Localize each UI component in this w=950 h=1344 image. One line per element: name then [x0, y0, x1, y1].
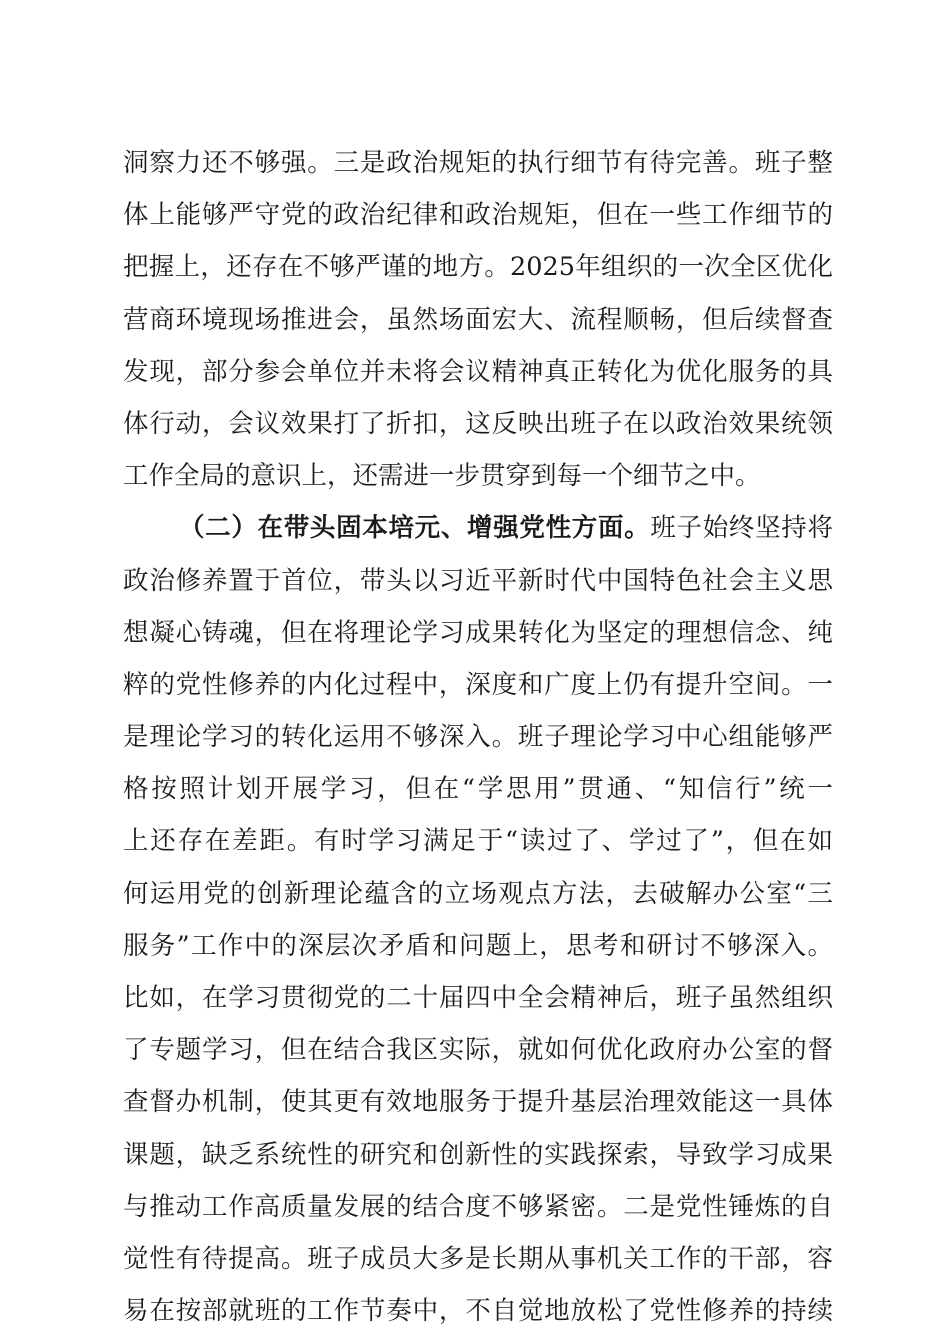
- paragraph-line: 把握上，还存在不够严谨的地方。2025年组织的一次全区优化: [123, 252, 833, 283]
- paragraph-line: 比如，在学习贯彻党的二十届四中全会精神后，班子虽然组织: [123, 983, 833, 1013]
- section-heading-rest: 班子始终坚持将: [650, 513, 833, 544]
- paragraph-line: 与推动工作高质量发展的结合度不够紧密。二是党性锤炼的自: [123, 1191, 833, 1222]
- paragraph-line: 粹的党性修养的内化过程中，深度和广度上仍有提升空间。一: [123, 669, 833, 700]
- paragraph-line: 营商环境现场推进会，虽然场面宏大、流程顺畅，但后续督查: [123, 304, 833, 335]
- paragraph-line: 课题，缺乏系统性的研究和创新性的实践探索，导致学习成果: [123, 1139, 833, 1170]
- paragraph-line: 上还存在差距。有时学习满足于“读过了、学过了”，但在如: [123, 826, 833, 857]
- paragraph-line: 体行动，会议效果打了折扣，这反映出班子在以政治效果统领: [123, 408, 833, 439]
- paragraph-line: 了专题学习，但在结合我区实际，就如何优化政府办公室的督: [123, 1035, 833, 1066]
- paragraph-line: 工作全局的意识上，还需进一步贯穿到每一个细节之中。: [123, 461, 761, 492]
- paragraph-line: 易在按部就班的工作节奏中，不自觉地放松了党性修养的持续: [123, 1296, 833, 1327]
- paragraph-line: 洞察力还不够强。三是政治规矩的执行细节有待完善。班子整: [123, 148, 833, 178]
- paragraph-line: 想凝心铸魂，但在将理论学习成果转化为坚定的理想信念、纯: [123, 617, 833, 648]
- paragraph-line: 何运用党的创新理论蕴含的立场观点方法，去破解办公室“三: [123, 878, 833, 909]
- paragraph-line: 格按照计划开展学习，但在“学思用”贯通、“知信行”统一: [123, 774, 833, 805]
- paragraph-line: 查督办机制，使其更有效地服务于提升基层治理效能这一具体: [123, 1087, 833, 1118]
- section-heading: （二）在带头固本培元、增强党性方面。: [179, 513, 651, 544]
- paragraph-line: 政治修养置于首位，带头以习近平新时代中国特色社会主义思: [123, 565, 833, 596]
- paragraph-line: 体上能够严守党的政治纪律和政治规矩，但在一些工作细节的: [123, 200, 833, 231]
- body-text: [123, 137, 833, 1337]
- paragraph-line: 发现，部分参会单位并未将会议精神真正转化为优化服务的具: [123, 356, 833, 387]
- paragraph-line: 是理论学习的转化运用不够深入。班子理论学习中心组能够严: [123, 722, 833, 753]
- paragraph-line: 觉性有待提高。班子成员大多是长期从事机关工作的干部，容: [123, 1243, 833, 1274]
- paragraph-line: 服务”工作中的深层次矛盾和问题上，思考和研讨不够深入。: [123, 930, 833, 961]
- section-heading-line: [123, 502, 833, 554]
